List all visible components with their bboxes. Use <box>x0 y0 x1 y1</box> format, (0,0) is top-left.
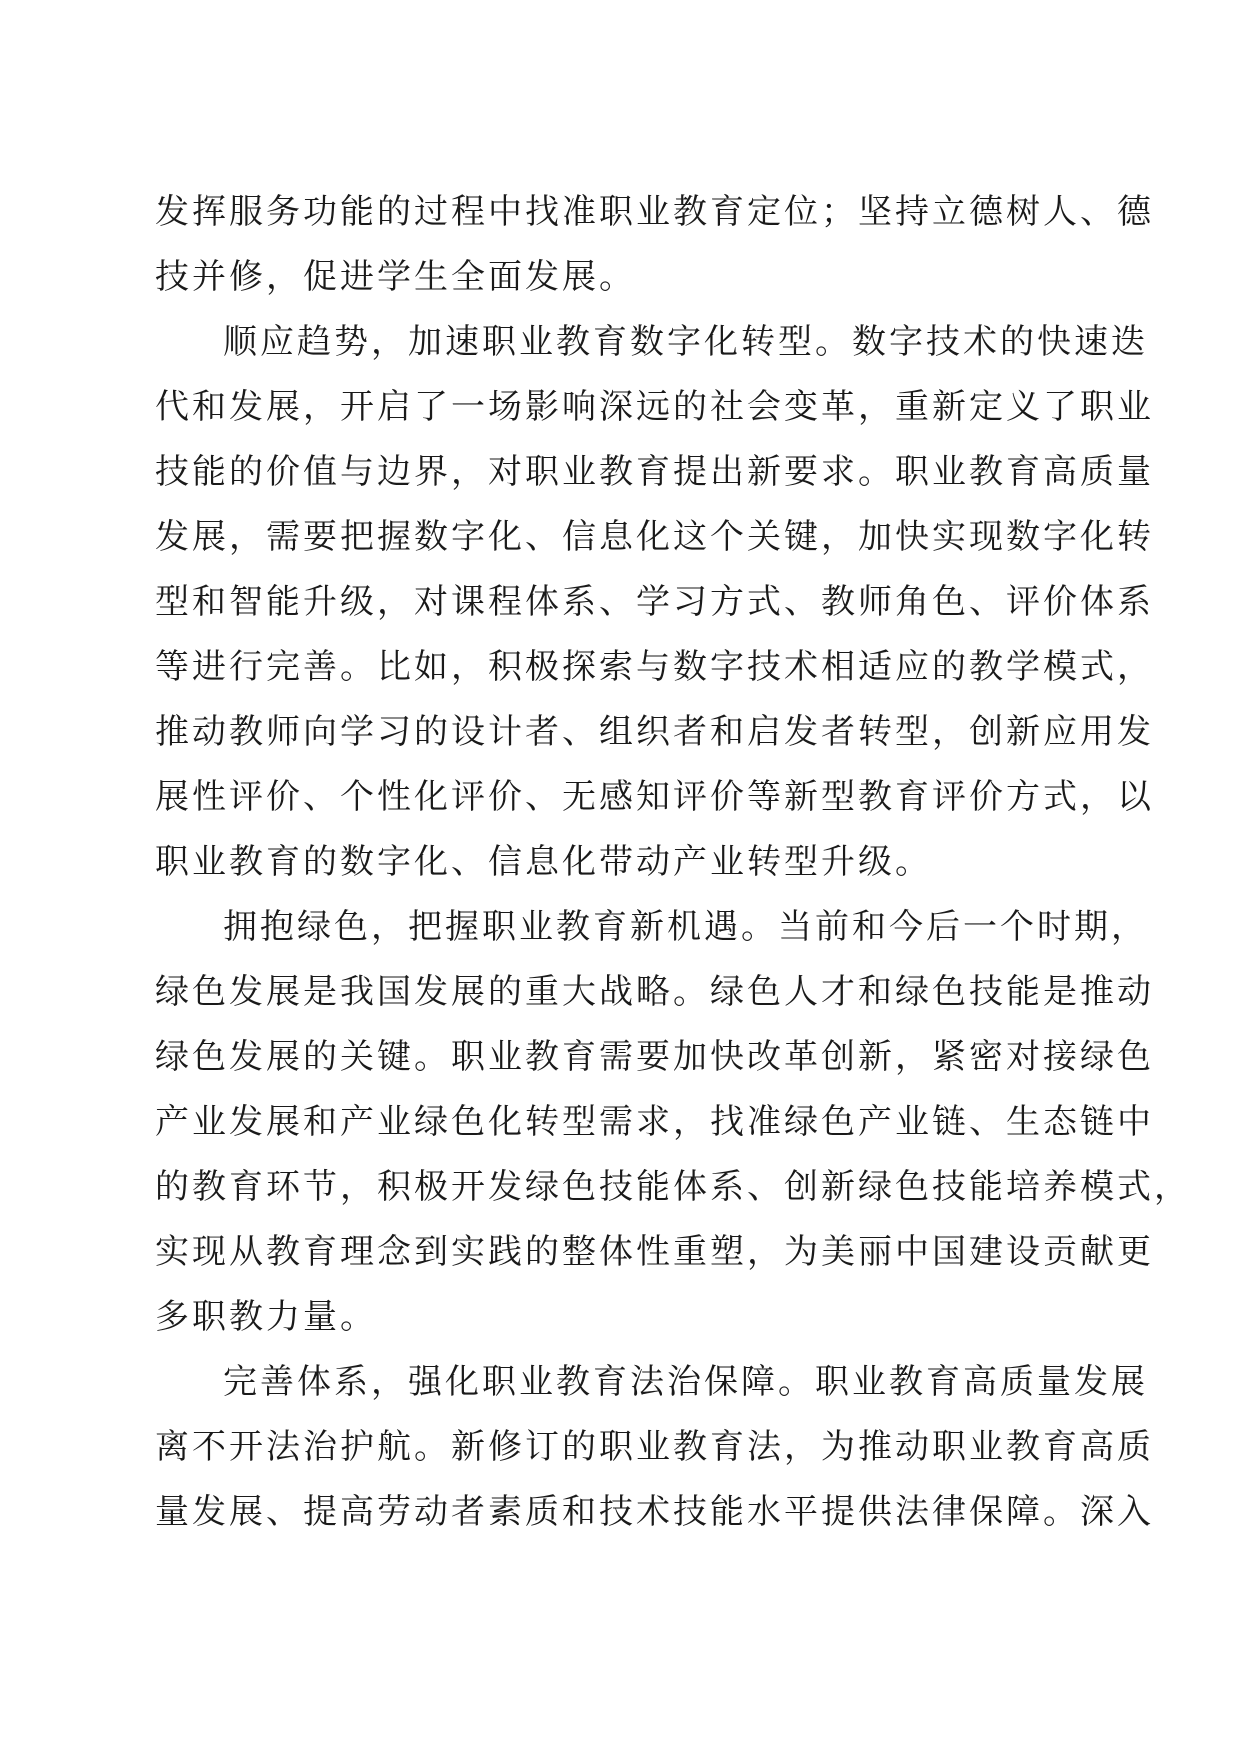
text-line: 绿色发展的关键。职业教育需要加快改革创新，紧密对接绿色 <box>155 1037 1154 1077</box>
paragraph-first-line: 拥抱绿色，把握职业教育新机遇。当前和今后一个时期， <box>223 907 1148 947</box>
text-line: 技能的价值与边界，对职业教育提出新要求。职业教育高质量 <box>155 452 1154 492</box>
text-line: 推动教师向学习的设计者、组织者和启发者转型，创新应用发 <box>155 712 1154 752</box>
text-line: 技并修，促进学生全面发展。 <box>155 257 636 297</box>
paragraph-first-line: 完善体系，强化职业教育法治保障。职业教育高质量发展 <box>223 1362 1148 1402</box>
text-line: 量发展、提高劳动者素质和技术技能水平提供法律保障。深入 <box>155 1492 1154 1532</box>
text-line: 代和发展，开启了一场影响深远的社会变革，重新定义了职业 <box>155 387 1154 427</box>
text-line: 实现从教育理念到实践的整体性重塑，为美丽中国建设贡献更 <box>155 1232 1154 1272</box>
text-line: 发挥服务功能的过程中找准职业教育定位；坚持立德树人、德 <box>155 192 1154 232</box>
text-line: 职业教育的数字化、信息化带动产业转型升级。 <box>155 842 932 882</box>
text-line: 绿色发展是我国发展的重大战略。绿色人才和绿色技能是推动 <box>155 972 1154 1012</box>
text-line: 等进行完善。比如，积极探索与数字技术相适应的教学模式， <box>155 647 1154 687</box>
text-line: 展性评价、个性化评价、无感知评价等新型教育评价方式，以 <box>155 777 1154 817</box>
text-line: 发展，需要把握数字化、信息化这个关键，加快实现数字化转 <box>155 517 1154 557</box>
text-line: 产业发展和产业绿色化转型需求，找准绿色产业链、生态链中 <box>155 1102 1154 1142</box>
text-line: 离不开法治护航。新修订的职业教育法，为推动职业教育高质 <box>155 1427 1154 1467</box>
text-line: 型和智能升级，对课程体系、学习方式、教师角色、评价体系 <box>155 582 1154 622</box>
paragraph-first-line: 顺应趋势，加速职业教育数字化转型。数字技术的快速迭 <box>223 322 1148 362</box>
text-line: 的教育环节，积极开发绿色技能体系、创新绿色技能培养模式， <box>155 1167 1191 1207</box>
text-line: 多职教力量。 <box>155 1297 377 1337</box>
body-text <box>155 180 1191 1545</box>
